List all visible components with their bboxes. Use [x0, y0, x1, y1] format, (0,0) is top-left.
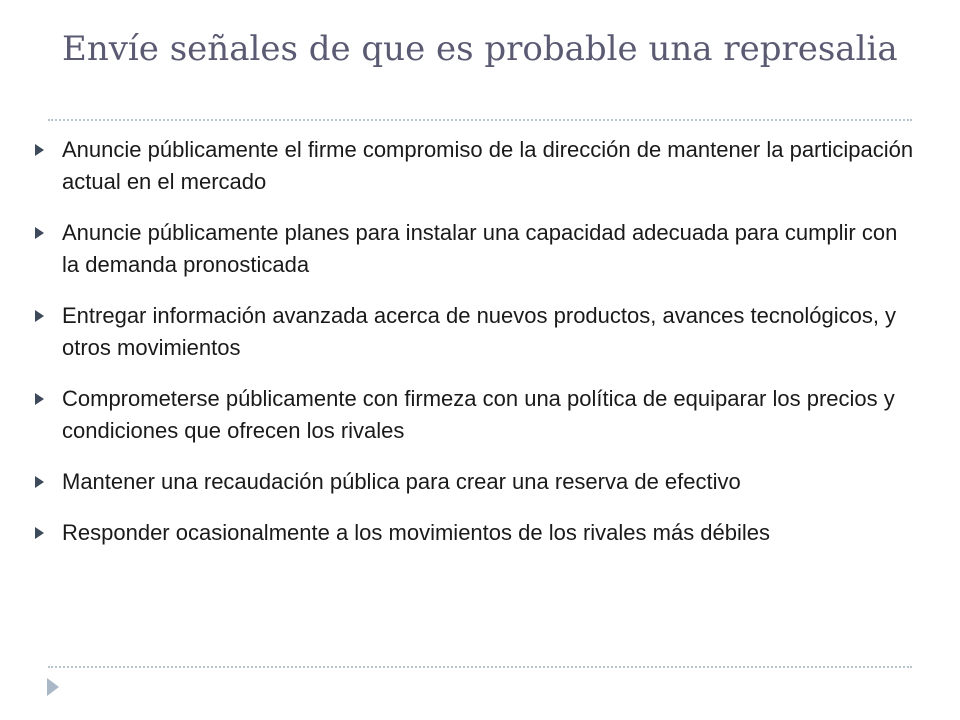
bullet-item	[34, 383, 914, 447]
bullet-item	[34, 300, 914, 364]
bullet-text: Responder ocasionalmente a los movimientos de los rivales más débiles	[62, 520, 771, 545]
footer-divider	[48, 666, 912, 668]
triangle-bullet-icon	[35, 227, 44, 239]
bullet-list	[34, 134, 914, 568]
bullet-item	[34, 466, 914, 498]
triangle-bullet-icon	[35, 476, 44, 488]
triangle-bullet-icon	[35, 144, 44, 156]
slide-title: Envíe señales de que es probable una represalia	[62, 29, 898, 69]
bullet-text: Mantener una recaudación pública para crear una reserva de efectivo	[62, 469, 741, 494]
bullet-text: Entregar información avanzada acerca de nuevos productos, avances tecnológicos, y otros movimientos	[62, 303, 897, 360]
bullet-item	[34, 217, 914, 281]
corner-triangle-icon	[47, 678, 59, 696]
bullet-text: Anuncie públicamente planes para instalar una capacidad adecuada para cumplir con la demanda pronosticada	[62, 220, 898, 277]
bullet-text: Anuncie públicamente el firme compromiso de la dirección de mantener la participación actual en el mercado	[62, 137, 914, 194]
bullet-item	[34, 517, 914, 549]
triangle-bullet-icon	[35, 527, 44, 539]
bullet-text: Comprometerse públicamente con firmeza con una política de equiparar los precios y condiciones que ofrecen los rivales	[62, 386, 895, 443]
title-divider	[48, 119, 912, 121]
triangle-bullet-icon	[35, 393, 44, 405]
triangle-bullet-icon	[35, 310, 44, 322]
bullet-item	[34, 134, 914, 198]
